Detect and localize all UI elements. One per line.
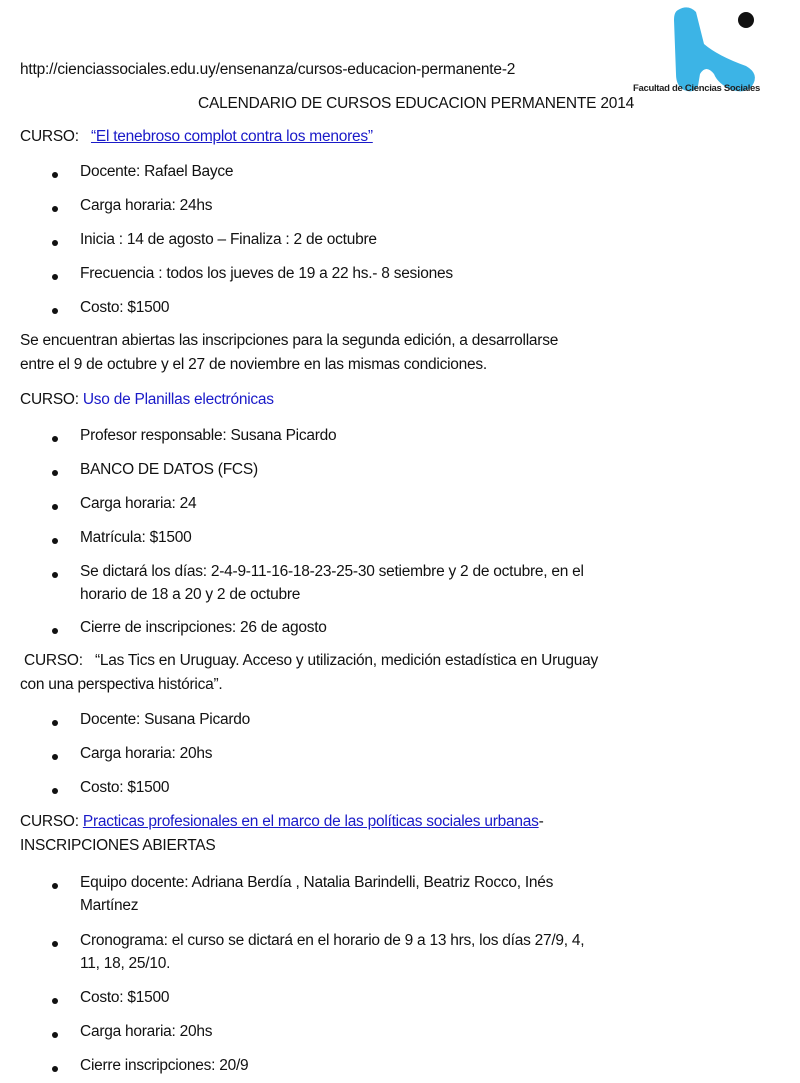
- list-item: Equipo docente: Adriana Berdía , Natalia Barindelli, Beatriz Rocco, Inés: [80, 874, 554, 891]
- bullet-icon: [52, 1032, 58, 1038]
- list-item: Cierre inscripciones: 20/9: [80, 1057, 249, 1074]
- bullet-icon: [52, 308, 58, 314]
- bullet-icon: [52, 274, 58, 280]
- list-item: Frecuencia : todos los jueves de 19 a 22 hs.- 8 sesiones: [80, 265, 453, 282]
- course-label: CURSO:: [20, 391, 79, 408]
- bullet-icon: [52, 240, 58, 246]
- bullet-icon: [52, 720, 58, 726]
- course-3-heading: [24, 652, 598, 670]
- list-item: Costo: $1500: [80, 779, 170, 796]
- list-item: Carga horaria: 20hs: [80, 745, 213, 762]
- bullet-icon: [52, 788, 58, 794]
- course-label: CURSO:: [20, 128, 79, 145]
- course-2-heading: [20, 391, 274, 409]
- list-item-continuation: horario de 18 a 20 y 2 de octubre: [80, 586, 301, 603]
- bullet-icon: [52, 998, 58, 1004]
- list-item: Cronograma: el curso se dictará en el horario de 9 a 13 hrs, los días 27/9, 4,: [80, 932, 585, 949]
- list-item: Docente: Rafael Bayce: [80, 163, 234, 180]
- course-3-title-line1: “Las Tics en Uruguay. Acceso y utilización, medición estadística en Uruguay: [94, 652, 599, 669]
- bullet-icon: [52, 1066, 58, 1072]
- bullet-icon: [52, 572, 58, 578]
- course-1-note-line2: entre el 9 de octubre y el 27 de noviembre en las mismas condiciones.: [20, 356, 487, 373]
- page-title: CALENDARIO DE CURSOS EDUCACION PERMANENTE 2014: [197, 95, 635, 112]
- bullet-icon: [52, 436, 58, 442]
- course-4-title-link[interactable]: Practicas profesionales en el marco de las políticas sociales urbanas: [82, 813, 539, 830]
- bullet-icon: [52, 754, 58, 760]
- list-item: BANCO DE DATOS (FCS): [80, 461, 258, 478]
- bullet-icon: [52, 628, 58, 634]
- list-item: Inicia : 14 de agosto – Finaliza : 2 de octubre: [80, 231, 377, 248]
- bullet-icon: [52, 206, 58, 212]
- course-1-heading: [20, 128, 373, 146]
- course-4-heading: [20, 813, 544, 831]
- list-item: Docente: Susana Picardo: [80, 711, 251, 728]
- list-item: Carga horaria: 24: [80, 495, 197, 512]
- course-1-note-line1: Se encuentran abiertas las inscripciones para la segunda edición, a desarrollarse: [20, 332, 559, 349]
- title-suffix: -: [538, 813, 544, 830]
- list-item-continuation: 11, 18, 25/10.: [80, 955, 171, 972]
- bullet-icon: [52, 883, 58, 889]
- course-3-title-line2: con una perspectiva histórica”.: [20, 676, 223, 693]
- bullet-icon: [52, 172, 58, 178]
- list-item: Matrícula: $1500: [80, 529, 192, 546]
- course-4-status: INSCRIPCIONES ABIERTAS: [20, 837, 216, 854]
- source-url: http://cienciassociales.edu.uy/ensenanza/cursos-educacion-permanente-2: [20, 61, 516, 78]
- bullet-icon: [52, 941, 58, 947]
- bullet-icon: [52, 504, 58, 510]
- list-item-continuation: Martínez: [80, 897, 139, 914]
- list-item: Carga horaria: 20hs: [80, 1023, 213, 1040]
- logo-caption: Facultad de Ciencias Sociales: [633, 83, 760, 94]
- list-item: Cierre de inscripciones: 26 de agosto: [80, 619, 327, 636]
- course-1-title-link[interactable]: “El tenebroso complot contra los menores”: [90, 128, 373, 145]
- list-item: Profesor responsable: Susana Picardo: [80, 427, 337, 444]
- bullet-icon: [52, 470, 58, 476]
- list-item: Carga horaria: 24hs: [80, 197, 213, 214]
- course-label: CURSO:: [24, 652, 83, 669]
- bullet-icon: [52, 538, 58, 544]
- course-label: CURSO:: [20, 813, 79, 830]
- course-2-title-link[interactable]: Uso de Planillas electrónicas: [82, 391, 274, 408]
- list-item: Costo: $1500: [80, 989, 170, 1006]
- list-item: Costo: $1500: [80, 299, 170, 316]
- list-item: Se dictará los días: 2-4-9-11-16-18-23-25-30 setiembre y 2 de octubre, en el: [80, 563, 584, 580]
